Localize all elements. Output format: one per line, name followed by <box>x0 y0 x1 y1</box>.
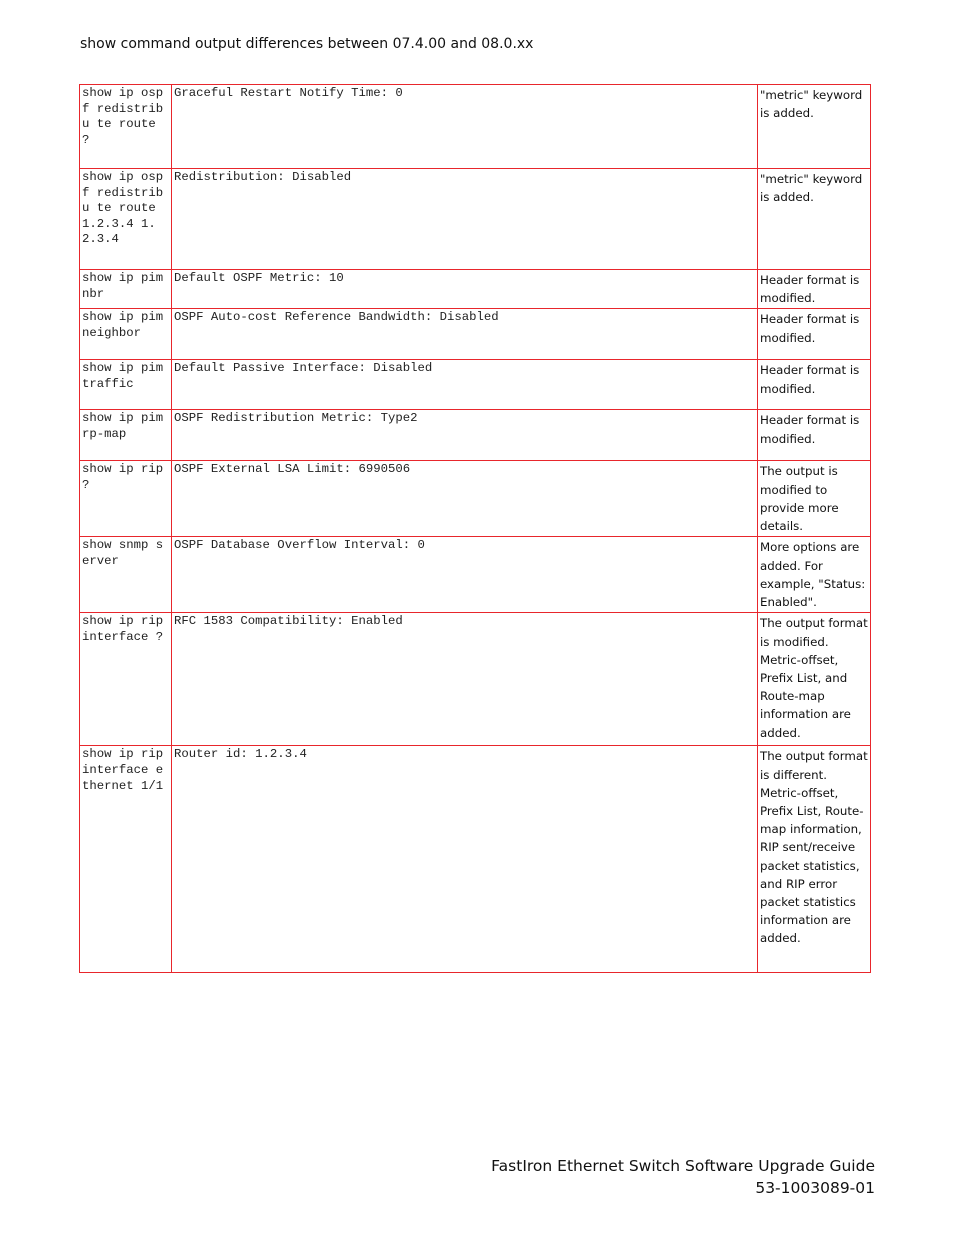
table-row <box>80 461 871 537</box>
page-footer <box>491 1155 875 1199</box>
output-cell: RFC 1583 Compatibility: Enabled <box>172 613 758 746</box>
table-row <box>80 309 871 360</box>
output-cell: OSPF Redistribution Metric: Type2 <box>172 410 758 461</box>
note-cell: The output format is different. Metric-offset, Prefix List, Route-map information, RIP sent/receive packet statistics, and RIP error packet statistics information are added. <box>758 746 871 973</box>
output-cell: Graceful Restart Notify Time: 0 <box>172 85 758 169</box>
command-cell: show ip ospf redistribu te route 1.2.3.4 1.2.3.4 <box>80 169 172 270</box>
table-row <box>80 169 871 270</box>
output-cell: OSPF External LSA Limit: 6990506 <box>172 461 758 537</box>
command-cell: show ip pim rp-map <box>80 410 172 461</box>
note-cell: Header format is modified. <box>758 360 871 410</box>
table-row <box>80 360 871 410</box>
command-cell: show ip pim traffic <box>80 360 172 410</box>
command-cell: show ip ospf redistribu te route ? <box>80 85 172 169</box>
table-row <box>80 746 871 973</box>
command-cell: show ip pim nbr <box>80 270 172 309</box>
table-row <box>80 410 871 461</box>
output-cell: OSPF Auto-cost Reference Bandwidth: Disabled <box>172 309 758 360</box>
output-cell: Default OSPF Metric: 10 <box>172 270 758 309</box>
page-header: show command output differences between 07.4.00 and 08.0.xx <box>80 36 534 52</box>
note-cell: Header format is modified. <box>758 270 871 309</box>
note-cell: The output is modified to provide more details. <box>758 461 871 537</box>
output-cell: OSPF Database Overflow Interval: 0 <box>172 537 758 613</box>
command-cell: show ip pim neighbor <box>80 309 172 360</box>
output-cell: Router id: 1.2.3.4 <box>172 746 758 973</box>
guide-title: FastIron Ethernet Switch Software Upgrade Guide <box>491 1157 875 1175</box>
note-cell: Header format is modified. <box>758 309 871 360</box>
table-row <box>80 85 871 169</box>
command-differences-table <box>79 84 871 973</box>
table-row <box>80 270 871 309</box>
note-cell: "metric" keyword is added. <box>758 85 871 169</box>
command-cell: show snmp server <box>80 537 172 613</box>
document-number: 53-1003089-01 <box>755 1179 875 1197</box>
note-cell: "metric" keyword is added. <box>758 169 871 270</box>
note-cell: The output format is modified. Metric-offset, Prefix List, and Route-map information are added. <box>758 613 871 746</box>
output-cell: Redistribution: Disabled <box>172 169 758 270</box>
command-cell: show ip rip interface ? <box>80 613 172 746</box>
table-row <box>80 537 871 613</box>
note-cell: More options are added. For example, "Status: Enabled". <box>758 537 871 613</box>
output-cell: Default Passive Interface: Disabled <box>172 360 758 410</box>
note-cell: Header format is modified. <box>758 410 871 461</box>
command-cell: show ip rip ? <box>80 461 172 537</box>
command-cell: show ip rip interface ethernet 1/1 <box>80 746 172 973</box>
table-row <box>80 613 871 746</box>
